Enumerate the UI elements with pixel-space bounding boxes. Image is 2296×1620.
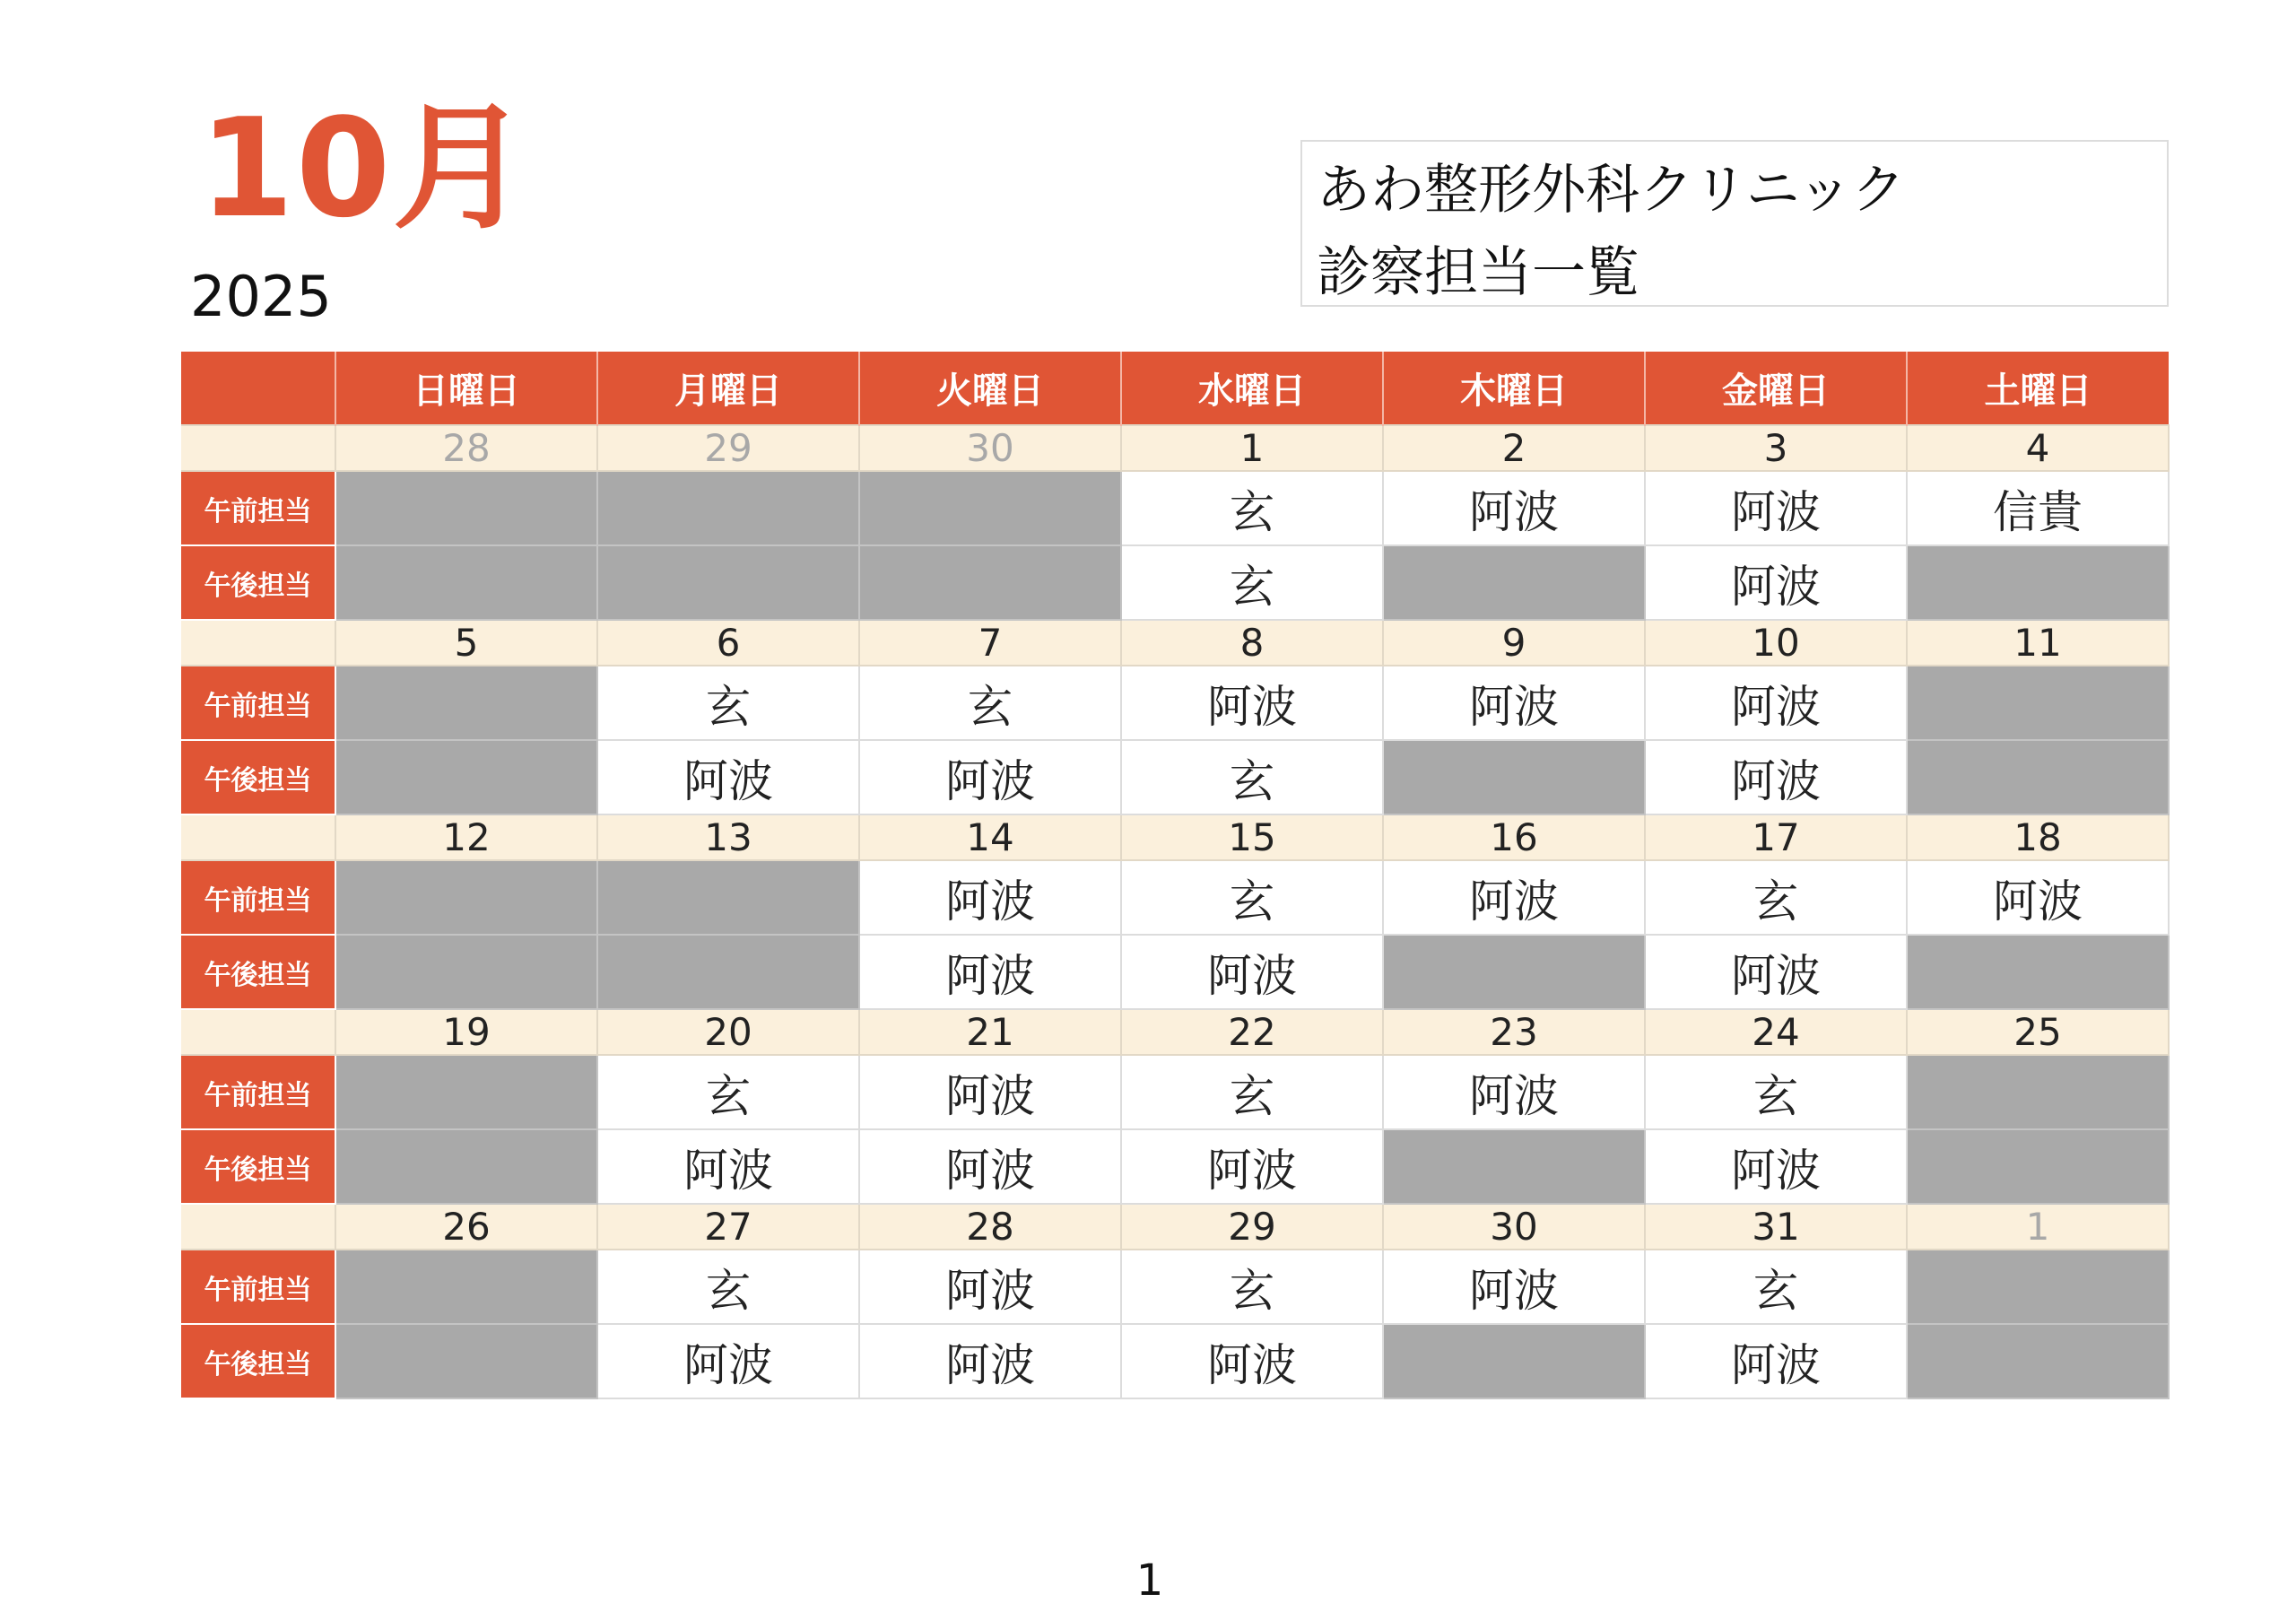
doctor-cell: 阿波: [859, 935, 1121, 1009]
doctor-cell: 玄: [1121, 860, 1383, 935]
closed-cell: [597, 860, 859, 935]
date-cell: 11: [1907, 620, 2169, 666]
doctor-cell: 阿波: [859, 1250, 1121, 1324]
afternoon-slot-label: 午後担当: [181, 1129, 335, 1204]
afternoon-slot-label: 午後担当: [181, 740, 335, 814]
closed-cell: [335, 666, 597, 740]
weekday-header-row: [181, 352, 2169, 425]
header-corner: [181, 352, 335, 425]
doctor-cell: 阿波: [1645, 545, 1907, 620]
year-label: 2025: [190, 264, 332, 329]
morning-slot-label: 午前担当: [181, 471, 335, 545]
closed-cell: [1383, 740, 1645, 814]
closed-cell: [1907, 545, 2169, 620]
date-cell: 27: [597, 1204, 859, 1250]
date-row: [181, 1009, 2169, 1055]
doctor-cell: 阿波: [859, 860, 1121, 935]
closed-cell: [859, 545, 1121, 620]
weekday-sunday: 日曜日: [335, 352, 597, 425]
morning-row: [181, 471, 2169, 545]
date-cell: 24: [1645, 1009, 1907, 1055]
closed-cell: [1383, 545, 1645, 620]
morning-slot-label: 午前担当: [181, 1055, 335, 1129]
weekday-monday: 月曜日: [597, 352, 859, 425]
schedule-table: [181, 352, 2170, 1399]
date-row-label-cell: [181, 620, 335, 666]
closed-cell: [1907, 666, 2169, 740]
doctor-cell: 阿波: [597, 740, 859, 814]
doctor-cell: 阿波: [1121, 1324, 1383, 1398]
clinic-name: あわ整形外科クリニック: [1317, 159, 1906, 222]
closed-cell: [597, 935, 859, 1009]
outside-month-date: 30: [859, 425, 1121, 471]
date-cell: 4: [1907, 425, 2169, 471]
schedule-body: [181, 425, 2169, 1398]
closed-cell: [335, 1250, 597, 1324]
doctor-cell: 阿波: [1383, 1250, 1645, 1324]
afternoon-slot-label: 午後担当: [181, 545, 335, 620]
date-row: [181, 1204, 2169, 1250]
afternoon-row: [181, 1324, 2169, 1398]
morning-row: [181, 1055, 2169, 1129]
doctor-cell: 阿波: [1645, 1324, 1907, 1398]
date-cell: 21: [859, 1009, 1121, 1055]
closed-cell: [597, 545, 859, 620]
closed-cell: [335, 740, 597, 814]
date-cell: 22: [1121, 1009, 1383, 1055]
date-cell: 10: [1645, 620, 1907, 666]
closed-cell: [1383, 1129, 1645, 1204]
doctor-cell: 玄: [597, 1055, 859, 1129]
doctor-cell: 信貴: [1907, 471, 2169, 545]
closed-cell: [1907, 740, 2169, 814]
doctor-cell: 玄: [1121, 1250, 1383, 1324]
doctor-cell: 阿波: [1645, 1129, 1907, 1204]
date-row-label-cell: [181, 814, 335, 860]
date-cell: 23: [1383, 1009, 1645, 1055]
doctor-cell: 阿波: [1645, 471, 1907, 545]
closed-cell: [1907, 1055, 2169, 1129]
closed-cell: [335, 1055, 597, 1129]
date-cell: 12: [335, 814, 597, 860]
weekday-friday: 金曜日: [1645, 352, 1907, 425]
clinic-subtitle: 診察担当一覧: [1317, 241, 1639, 304]
outside-month-date: 29: [597, 425, 859, 471]
doctor-cell: 阿波: [1121, 935, 1383, 1009]
closed-cell: [335, 545, 597, 620]
closed-cell: [335, 860, 597, 935]
doctor-cell: 阿波: [859, 1129, 1121, 1204]
doctor-cell: 阿波: [1645, 935, 1907, 1009]
date-cell: 20: [597, 1009, 859, 1055]
doctor-cell: 阿波: [859, 740, 1121, 814]
closed-cell: [335, 471, 597, 545]
doctor-cell: 玄: [597, 1250, 859, 1324]
date-row: [181, 814, 2169, 860]
date-row: [181, 620, 2169, 666]
date-cell: 2: [1383, 425, 1645, 471]
closed-cell: [335, 1129, 597, 1204]
doctor-cell: 玄: [1645, 1055, 1907, 1129]
afternoon-row: [181, 935, 2169, 1009]
doctor-cell: 玄: [1645, 1250, 1907, 1324]
doctor-cell: 阿波: [859, 1324, 1121, 1398]
doctor-cell: 玄: [1121, 1055, 1383, 1129]
doctor-cell: 玄: [859, 666, 1121, 740]
morning-slot-label: 午前担当: [181, 1250, 335, 1324]
closed-cell: [335, 935, 597, 1009]
date-row-label-cell: [181, 425, 335, 471]
doctor-cell: 阿波: [1383, 471, 1645, 545]
date-cell: 15: [1121, 814, 1383, 860]
date-row-label-cell: [181, 1009, 335, 1055]
doctor-cell: 阿波: [597, 1324, 859, 1398]
doctor-cell: 玄: [1121, 545, 1383, 620]
afternoon-slot-label: 午後担当: [181, 1324, 335, 1398]
doctor-cell: 阿波: [1383, 1055, 1645, 1129]
date-cell: 3: [1645, 425, 1907, 471]
date-cell: 1: [1121, 425, 1383, 471]
date-cell: 26: [335, 1204, 597, 1250]
morning-row: [181, 666, 2169, 740]
closed-cell: [597, 471, 859, 545]
closed-cell: [1907, 935, 2169, 1009]
date-row: [181, 425, 2169, 471]
date-cell: 16: [1383, 814, 1645, 860]
date-cell: 8: [1121, 620, 1383, 666]
date-cell: 5: [335, 620, 597, 666]
closed-cell: [1907, 1250, 2169, 1324]
outside-month-date: 1: [1907, 1204, 2169, 1250]
date-cell: 6: [597, 620, 859, 666]
doctor-cell: 玄: [1645, 860, 1907, 935]
doctor-cell: 玄: [1121, 471, 1383, 545]
date-cell: 14: [859, 814, 1121, 860]
page-number: 1: [1135, 1555, 1164, 1606]
outside-month-date: 28: [335, 425, 597, 471]
date-cell: 17: [1645, 814, 1907, 860]
doctor-cell: 阿波: [1645, 740, 1907, 814]
afternoon-slot-label: 午後担当: [181, 935, 335, 1009]
afternoon-row: [181, 1129, 2169, 1204]
doctor-cell: 玄: [597, 666, 859, 740]
afternoon-row: [181, 740, 2169, 814]
date-cell: 19: [335, 1009, 597, 1055]
date-cell: 9: [1383, 620, 1645, 666]
afternoon-row: [181, 545, 2169, 620]
doctor-cell: 阿波: [1121, 1129, 1383, 1204]
morning-slot-label: 午前担当: [181, 860, 335, 935]
doctor-cell: 阿波: [859, 1055, 1121, 1129]
doctor-cell: 玄: [1121, 740, 1383, 814]
date-cell: 25: [1907, 1009, 2169, 1055]
doctor-cell: 阿波: [1645, 666, 1907, 740]
weekday-thursday: 木曜日: [1383, 352, 1645, 425]
doctor-cell: 阿波: [1383, 860, 1645, 935]
date-cell: 13: [597, 814, 859, 860]
date-cell: 30: [1383, 1204, 1645, 1250]
morning-row: [181, 1250, 2169, 1324]
morning-slot-label: 午前担当: [181, 666, 335, 740]
closed-cell: [1383, 935, 1645, 1009]
date-cell: 18: [1907, 814, 2169, 860]
closed-cell: [1907, 1129, 2169, 1204]
weekday-wednesday: 水曜日: [1121, 352, 1383, 425]
weekday-tuesday: 火曜日: [859, 352, 1121, 425]
date-cell: 29: [1121, 1204, 1383, 1250]
weekday-saturday: 土曜日: [1907, 352, 2169, 425]
doctor-cell: 阿波: [1121, 666, 1383, 740]
date-cell: 28: [859, 1204, 1121, 1250]
closed-cell: [1383, 1324, 1645, 1398]
doctor-cell: 阿波: [1383, 666, 1645, 740]
doctor-cell: 阿波: [1907, 860, 2169, 935]
closed-cell: [859, 471, 1121, 545]
date-cell: 31: [1645, 1204, 1907, 1250]
date-row-label-cell: [181, 1204, 335, 1250]
doctor-cell: 阿波: [597, 1129, 859, 1204]
clinic-info-box: [1300, 140, 2169, 307]
closed-cell: [335, 1324, 597, 1398]
date-cell: 7: [859, 620, 1121, 666]
month-title: 10月: [199, 89, 531, 248]
closed-cell: [1907, 1324, 2169, 1398]
morning-row: [181, 860, 2169, 935]
